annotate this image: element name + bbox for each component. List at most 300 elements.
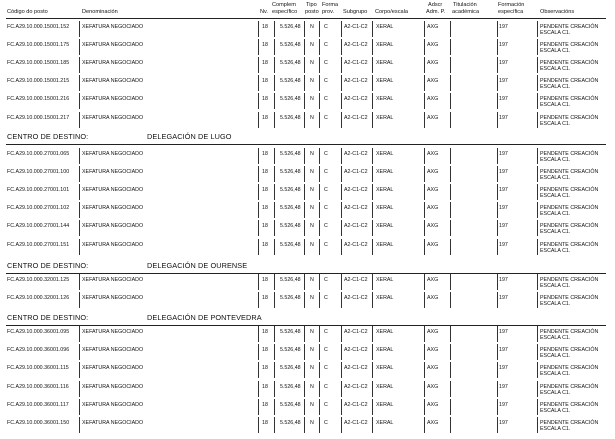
cell-denominacion: XEFATURA NEGOCIADO bbox=[82, 151, 144, 157]
cell-codigo: FC.A29.10.000.36001.116 bbox=[7, 384, 69, 390]
column-rule bbox=[258, 381, 259, 397]
cell-observacions-line2: ESCALA C1. bbox=[540, 47, 571, 54]
cell-subgrupo: A2-C1-C2 bbox=[344, 169, 368, 175]
cell-nivel: 18 bbox=[262, 223, 268, 229]
cell-nivel: 18 bbox=[262, 205, 268, 211]
cell-formacion: 197 bbox=[499, 42, 508, 48]
table-row bbox=[0, 274, 615, 292]
column-rule bbox=[537, 75, 538, 91]
cell-adscr: AXG bbox=[427, 151, 439, 157]
cell-forma: C bbox=[324, 277, 328, 283]
cell-forma: C bbox=[324, 365, 328, 371]
column-rule bbox=[450, 417, 451, 433]
column-rule bbox=[319, 220, 320, 236]
column-rule bbox=[450, 75, 451, 91]
cell-tipo: N bbox=[310, 169, 314, 175]
cell-codigo: FC.A29.10.000.32001.126 bbox=[7, 295, 70, 301]
cell-nivel: 18 bbox=[262, 60, 268, 66]
column-rule bbox=[537, 344, 538, 360]
cell-corpo: XERAL bbox=[376, 115, 394, 121]
column-rule bbox=[79, 220, 80, 236]
cell-adscr: AXG bbox=[427, 420, 439, 426]
cell-corpo: XERAL bbox=[376, 347, 394, 353]
cell-complemento: 5.526,48 bbox=[280, 384, 301, 390]
table-row bbox=[0, 381, 615, 399]
column-rule bbox=[304, 166, 305, 182]
column-rule bbox=[341, 166, 342, 182]
cell-tipo: N bbox=[310, 115, 314, 121]
cell-formacion: 197 bbox=[499, 329, 508, 335]
cell-tipo: N bbox=[310, 402, 314, 408]
cell-forma: C bbox=[324, 420, 328, 426]
cell-forma: C bbox=[324, 115, 328, 121]
cell-codigo: FC.A29.10.000.36001.150 bbox=[7, 420, 70, 426]
cell-tipo: N bbox=[310, 277, 314, 283]
column-rule bbox=[79, 21, 80, 37]
cell-complemento: 5.526,48 bbox=[280, 115, 301, 121]
cell-forma: C bbox=[324, 329, 328, 335]
column-rule bbox=[274, 57, 275, 73]
cell-formacion: 197 bbox=[499, 60, 508, 66]
cell-observacions-line1: PENDENTE CREACIÓN bbox=[540, 223, 599, 229]
cell-corpo: XERAL bbox=[376, 205, 394, 211]
cell-nivel: 18 bbox=[262, 402, 268, 408]
cell-denominacion: XEFATURA NEGOCIADO bbox=[82, 24, 144, 30]
cell-subgrupo: A2-C1-C2 bbox=[344, 420, 368, 426]
column-rule bbox=[372, 417, 373, 433]
centro-label: CENTRO DE DESTINO: bbox=[7, 261, 89, 270]
column-rule bbox=[79, 39, 80, 55]
cell-subgrupo: A2-C1-C2 bbox=[344, 277, 368, 283]
column-rule bbox=[450, 166, 451, 182]
cell-formacion: 197 bbox=[499, 96, 508, 102]
cell-tipo: N bbox=[310, 24, 314, 30]
column-rule bbox=[450, 344, 451, 360]
cell-codigo: FC.A29.10.000.15001.216 bbox=[7, 96, 70, 102]
cell-complemento: 5.526,48 bbox=[280, 329, 301, 335]
cell-observacions-line2: ESCALA C1. bbox=[540, 210, 571, 217]
cell-formacion: 197 bbox=[499, 169, 508, 175]
cell-adscr: AXG bbox=[427, 329, 439, 335]
column-rule bbox=[424, 239, 425, 255]
column-rule bbox=[424, 93, 425, 109]
column-rule bbox=[497, 112, 498, 128]
table-row bbox=[0, 39, 615, 57]
cell-complemento: 5.526,48 bbox=[280, 187, 301, 193]
table-row bbox=[0, 75, 615, 93]
cell-nivel: 18 bbox=[262, 115, 268, 121]
col-prov: prov. bbox=[322, 9, 335, 15]
cell-adscr: AXG bbox=[427, 402, 439, 408]
column-rule bbox=[304, 75, 305, 91]
cell-codigo: FC.A29.10.000.27001.151 bbox=[7, 242, 70, 248]
column-rule bbox=[372, 292, 373, 308]
column-rule bbox=[537, 417, 538, 433]
column-rule bbox=[537, 326, 538, 342]
column-rule bbox=[372, 57, 373, 73]
cell-forma: C bbox=[324, 42, 328, 48]
cell-subgrupo: A2-C1-C2 bbox=[344, 365, 368, 371]
col-codigo: Código do posto bbox=[7, 9, 48, 15]
cell-nivel: 18 bbox=[262, 242, 268, 248]
column-rule bbox=[304, 184, 305, 200]
column-rule bbox=[497, 274, 498, 290]
column-rule bbox=[537, 39, 538, 55]
cell-subgrupo: A2-C1-C2 bbox=[344, 347, 368, 353]
column-rule bbox=[258, 57, 259, 73]
cell-tipo: N bbox=[310, 295, 314, 301]
column-rule bbox=[450, 239, 451, 255]
column-rule bbox=[497, 93, 498, 109]
column-rule bbox=[497, 39, 498, 55]
cell-forma: C bbox=[324, 96, 328, 102]
cell-formacion: 197 bbox=[499, 223, 508, 229]
cell-observacions-line1: PENDENTE CREACIÓN bbox=[540, 242, 599, 248]
cell-denominacion: XEFATURA NEGOCIADO bbox=[82, 365, 144, 371]
column-rule bbox=[424, 344, 425, 360]
column-rule bbox=[319, 326, 320, 342]
cell-denominacion: XEFATURA NEGOCIADO bbox=[82, 42, 144, 48]
cell-denominacion: XEFATURA NEGOCIADO bbox=[82, 329, 144, 335]
cell-observacions-line2: ESCALA C1. bbox=[540, 282, 571, 289]
cell-corpo: XERAL bbox=[376, 223, 394, 229]
cell-subgrupo: A2-C1-C2 bbox=[344, 151, 368, 157]
column-rule bbox=[304, 274, 305, 290]
column-rule bbox=[497, 292, 498, 308]
column-rule bbox=[274, 399, 275, 415]
cell-complemento: 5.526,48 bbox=[280, 365, 301, 371]
cell-corpo: XERAL bbox=[376, 420, 394, 426]
column-rule bbox=[258, 148, 259, 164]
cell-codigo: FC.A29.10.000.15001.185 bbox=[7, 60, 70, 66]
col-especifico: específico bbox=[272, 9, 298, 15]
cell-subgrupo: A2-C1-C2 bbox=[344, 78, 368, 84]
cell-observacions-line1: PENDENTE CREACIÓN bbox=[540, 78, 599, 84]
cell-tipo: N bbox=[310, 205, 314, 211]
column-rule bbox=[424, 112, 425, 128]
column-rule bbox=[341, 39, 342, 55]
column-rule bbox=[319, 57, 320, 73]
cell-observacions-line1: PENDENTE CREACIÓN bbox=[540, 115, 599, 121]
column-rule bbox=[79, 326, 80, 342]
cell-tipo: N bbox=[310, 151, 314, 157]
column-rule bbox=[537, 148, 538, 164]
column-rule bbox=[450, 292, 451, 308]
cell-subgrupo: A2-C1-C2 bbox=[344, 42, 368, 48]
column-rule bbox=[274, 381, 275, 397]
column-rule bbox=[319, 417, 320, 433]
cell-adscr: AXG bbox=[427, 223, 439, 229]
cell-corpo: XERAL bbox=[376, 187, 394, 193]
column-rule bbox=[304, 399, 305, 415]
cell-forma: C bbox=[324, 223, 328, 229]
cell-corpo: XERAL bbox=[376, 96, 394, 102]
cell-nivel: 18 bbox=[262, 187, 268, 193]
cell-subgrupo: A2-C1-C2 bbox=[344, 223, 368, 229]
column-rule bbox=[537, 93, 538, 109]
cell-nivel: 18 bbox=[262, 277, 268, 283]
column-rule bbox=[79, 239, 80, 255]
column-rule bbox=[258, 184, 259, 200]
column-rule bbox=[79, 344, 80, 360]
column-rule bbox=[372, 93, 373, 109]
cell-codigo: FC.A29.10.000.15001.215 bbox=[7, 78, 70, 84]
cell-forma: C bbox=[324, 242, 328, 248]
cell-adscr: AXG bbox=[427, 277, 439, 283]
cell-complemento: 5.526,48 bbox=[280, 96, 301, 102]
cell-denominacion: XEFATURA NEGOCIADO bbox=[82, 60, 144, 66]
column-rule bbox=[304, 202, 305, 218]
column-rule bbox=[258, 39, 259, 55]
cell-adscr: AXG bbox=[427, 24, 439, 30]
column-rule bbox=[319, 148, 320, 164]
column-rule bbox=[274, 75, 275, 91]
cell-observacions-line2: ESCALA C1. bbox=[540, 300, 571, 307]
col-forma: Forma bbox=[322, 2, 339, 8]
column-rule bbox=[497, 239, 498, 255]
column-rule bbox=[79, 381, 80, 397]
column-rule bbox=[274, 239, 275, 255]
column-rule bbox=[537, 292, 538, 308]
column-rule bbox=[258, 344, 259, 360]
column-rule bbox=[537, 381, 538, 397]
column-rule bbox=[274, 39, 275, 55]
column-rule bbox=[424, 75, 425, 91]
column-rule bbox=[537, 21, 538, 37]
cell-formacion: 197 bbox=[499, 242, 508, 248]
cell-subgrupo: A2-C1-C2 bbox=[344, 96, 368, 102]
cell-complemento: 5.526,48 bbox=[280, 78, 301, 84]
cell-tipo: N bbox=[310, 420, 314, 426]
column-rule bbox=[79, 274, 80, 290]
column-rule bbox=[424, 292, 425, 308]
cell-codigo: FC.A29.10.000.15001.217 bbox=[7, 115, 70, 121]
cell-corpo: XERAL bbox=[376, 402, 394, 408]
column-rule bbox=[319, 399, 320, 415]
cell-tipo: N bbox=[310, 329, 314, 335]
cell-adscr: AXG bbox=[427, 78, 439, 84]
column-rule bbox=[537, 274, 538, 290]
table-row bbox=[0, 417, 615, 435]
cell-denominacion: XEFATURA NEGOCIADO bbox=[82, 96, 144, 102]
cell-denominacion: XEFATURA NEGOCIADO bbox=[82, 187, 144, 193]
cell-forma: C bbox=[324, 384, 328, 390]
column-rule bbox=[450, 202, 451, 218]
column-rule bbox=[341, 381, 342, 397]
column-rule bbox=[450, 112, 451, 128]
column-rule bbox=[319, 75, 320, 91]
table-row bbox=[0, 399, 615, 417]
column-rule bbox=[424, 399, 425, 415]
cell-nivel: 18 bbox=[262, 151, 268, 157]
column-rule bbox=[450, 220, 451, 236]
column-rule bbox=[450, 21, 451, 37]
cell-adscr: AXG bbox=[427, 42, 439, 48]
table-row bbox=[0, 148, 615, 166]
column-rule bbox=[450, 399, 451, 415]
cell-denominacion: XEFATURA NEGOCIADO bbox=[82, 78, 144, 84]
col-denominacion: Denominación bbox=[82, 9, 118, 15]
cell-adscr: AXG bbox=[427, 187, 439, 193]
column-rule bbox=[258, 220, 259, 236]
column-rule bbox=[450, 57, 451, 73]
cell-nivel: 18 bbox=[262, 24, 268, 30]
column-rule bbox=[537, 220, 538, 236]
column-rule bbox=[537, 202, 538, 218]
cell-subgrupo: A2-C1-C2 bbox=[344, 384, 368, 390]
cell-subgrupo: A2-C1-C2 bbox=[344, 24, 368, 30]
table-row bbox=[0, 292, 615, 310]
column-rule bbox=[304, 21, 305, 37]
cell-formacion: 197 bbox=[499, 420, 508, 426]
column-rule bbox=[274, 112, 275, 128]
cell-corpo: XERAL bbox=[376, 60, 394, 66]
column-rule bbox=[372, 148, 373, 164]
cell-adscr: AXG bbox=[427, 295, 439, 301]
column-rule bbox=[274, 344, 275, 360]
cell-denominacion: XEFATURA NEGOCIADO bbox=[82, 384, 144, 390]
column-rule bbox=[79, 202, 80, 218]
cell-observacions-line1: PENDENTE CREACIÓN bbox=[540, 42, 599, 48]
column-rule bbox=[79, 292, 80, 308]
cell-nivel: 18 bbox=[262, 42, 268, 48]
cell-observacions-line2: ESCALA C1. bbox=[540, 174, 571, 181]
centro-name: DELEGACIÓN DE LUGO bbox=[147, 132, 232, 141]
column-rule bbox=[497, 148, 498, 164]
column-rule bbox=[258, 112, 259, 128]
col-tipo: Tipo bbox=[306, 2, 317, 8]
cell-subgrupo: A2-C1-C2 bbox=[344, 329, 368, 335]
column-rule bbox=[341, 239, 342, 255]
column-rule bbox=[341, 21, 342, 37]
cell-observacions-line1: PENDENTE CREACIÓN bbox=[540, 277, 599, 283]
column-rule bbox=[304, 39, 305, 55]
col-adm: Adm. P. bbox=[426, 9, 446, 15]
cell-observacions-line1: PENDENTE CREACIÓN bbox=[540, 295, 599, 301]
column-rule bbox=[372, 112, 373, 128]
column-rule bbox=[450, 381, 451, 397]
cell-observacions-line2: ESCALA C1. bbox=[540, 370, 571, 377]
column-rule bbox=[319, 202, 320, 218]
column-rule bbox=[341, 148, 342, 164]
section-rule bbox=[6, 144, 606, 145]
cell-tipo: N bbox=[310, 384, 314, 390]
cell-adscr: AXG bbox=[427, 169, 439, 175]
cell-corpo: XERAL bbox=[376, 169, 394, 175]
column-rule bbox=[450, 362, 451, 378]
column-rule bbox=[304, 239, 305, 255]
column-rule bbox=[424, 202, 425, 218]
cell-codigo: FC.A29.10.000.15001.152 bbox=[7, 24, 70, 30]
cell-observacions-line2: ESCALA C1. bbox=[540, 247, 571, 254]
cell-adscr: AXG bbox=[427, 96, 439, 102]
column-rule bbox=[424, 381, 425, 397]
cell-observacions-line1: PENDENTE CREACIÓN bbox=[540, 205, 599, 211]
cell-codigo: FC.A29.10.000.36001.115 bbox=[7, 365, 69, 371]
column-rule bbox=[258, 362, 259, 378]
column-rule bbox=[274, 184, 275, 200]
cell-observacions-line1: PENDENTE CREACIÓN bbox=[540, 329, 599, 335]
column-rule bbox=[537, 166, 538, 182]
column-rule bbox=[319, 344, 320, 360]
column-rule bbox=[258, 166, 259, 182]
table-row bbox=[0, 21, 615, 39]
cell-observacions-line1: PENDENTE CREACIÓN bbox=[540, 151, 599, 157]
cell-subgrupo: A2-C1-C2 bbox=[344, 295, 368, 301]
cell-observacions-line1: PENDENTE CREACIÓN bbox=[540, 187, 599, 193]
cell-codigo: FC.A29.10.000.32001.125 bbox=[7, 277, 70, 283]
table-row bbox=[0, 326, 615, 344]
column-rule bbox=[258, 274, 259, 290]
cell-formacion: 197 bbox=[499, 347, 508, 353]
column-rule bbox=[79, 57, 80, 73]
column-rule bbox=[450, 93, 451, 109]
column-rule bbox=[258, 326, 259, 342]
column-rule bbox=[497, 344, 498, 360]
cell-subgrupo: A2-C1-C2 bbox=[344, 402, 368, 408]
cell-codigo: FC.A29.10.000.36001.095 bbox=[7, 329, 70, 335]
column-rule bbox=[424, 39, 425, 55]
cell-adscr: AXG bbox=[427, 384, 439, 390]
column-rule bbox=[372, 75, 373, 91]
column-rule bbox=[304, 362, 305, 378]
column-rule bbox=[450, 274, 451, 290]
column-rule bbox=[319, 292, 320, 308]
cell-complemento: 5.526,48 bbox=[280, 42, 301, 48]
cell-forma: C bbox=[324, 402, 328, 408]
column-rule bbox=[258, 292, 259, 308]
cell-corpo: XERAL bbox=[376, 151, 394, 157]
column-rule bbox=[304, 292, 305, 308]
column-rule bbox=[304, 220, 305, 236]
column-rule bbox=[372, 166, 373, 182]
cell-observacions-line2: ESCALA C1. bbox=[540, 83, 571, 90]
column-rule bbox=[497, 381, 498, 397]
cell-observacions-line2: ESCALA C1. bbox=[540, 156, 571, 163]
cell-tipo: N bbox=[310, 187, 314, 193]
table-row bbox=[0, 93, 615, 111]
column-rule bbox=[79, 362, 80, 378]
cell-tipo: N bbox=[310, 42, 314, 48]
cell-subgrupo: A2-C1-C2 bbox=[344, 242, 368, 248]
cell-formacion: 197 bbox=[499, 384, 508, 390]
cell-corpo: XERAL bbox=[376, 384, 394, 390]
column-rule bbox=[274, 326, 275, 342]
cell-denominacion: XEFATURA NEGOCIADO bbox=[82, 205, 144, 211]
column-rule bbox=[304, 112, 305, 128]
column-rule bbox=[341, 57, 342, 73]
column-rule bbox=[497, 21, 498, 37]
cell-corpo: XERAL bbox=[376, 277, 394, 283]
column-rule bbox=[424, 417, 425, 433]
cell-observacions-line1: PENDENTE CREACIÓN bbox=[540, 365, 599, 371]
column-rule bbox=[274, 93, 275, 109]
col-corpo: Corpo/escala bbox=[375, 9, 408, 15]
cell-tipo: N bbox=[310, 242, 314, 248]
column-rule bbox=[372, 344, 373, 360]
column-rule bbox=[372, 220, 373, 236]
cell-tipo: N bbox=[310, 223, 314, 229]
col-subgrupo: Subgrupo bbox=[343, 9, 368, 15]
cell-complemento: 5.526,48 bbox=[280, 205, 301, 211]
cell-subgrupo: A2-C1-C2 bbox=[344, 187, 368, 193]
cell-codigo: FC.A29.10.000.27001.101 bbox=[7, 187, 70, 193]
column-rule bbox=[274, 220, 275, 236]
col-especifica: específica bbox=[498, 9, 524, 15]
cell-adscr: AXG bbox=[427, 365, 439, 371]
column-rule bbox=[341, 202, 342, 218]
column-rule bbox=[319, 362, 320, 378]
